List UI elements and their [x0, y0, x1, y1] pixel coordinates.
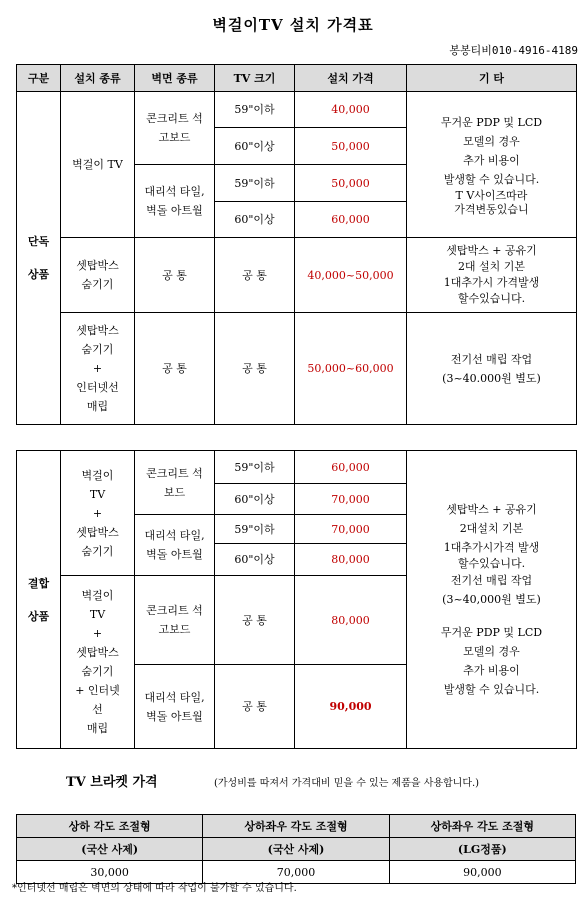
type-line: 벽걸이	[81, 468, 114, 482]
category-label: 상품	[27, 268, 50, 281]
price-cell: 50,000	[295, 128, 407, 165]
single-category	[17, 92, 61, 425]
note-line: 무거운 PDP 및 LCD	[440, 626, 543, 639]
single-wall-tv: 벽걸이 TV	[61, 92, 135, 238]
type-line: 인터넷선	[76, 381, 119, 394]
bracket-subheader: (LG정품)	[389, 838, 575, 861]
size-common: 공 통	[215, 576, 295, 665]
single-product-table	[16, 64, 577, 425]
bracket-header: 상하좌우 각도 조절형	[203, 815, 389, 838]
wall-common: 공 통	[135, 238, 215, 313]
wall-marble: 대리석 타일,벽돌 아트월	[135, 665, 215, 749]
note-settop	[407, 238, 577, 313]
type-line: +	[92, 506, 103, 520]
bracket-price: 90,000	[389, 861, 575, 884]
wall-marble: 대리석 타일,벽돌 아트월	[135, 165, 215, 238]
price-cell: 40,000	[295, 92, 407, 128]
price-cell: 50,000	[295, 165, 407, 202]
price-cell: 60,000	[295, 202, 407, 238]
type-line: 선	[92, 703, 103, 716]
type-line: 숨기기	[81, 544, 114, 558]
note-line: 전기선 매립 작업	[450, 352, 533, 366]
size-common: 공 통	[215, 665, 295, 749]
note-line: 발생할 수 있습니다.	[443, 683, 540, 696]
note-line: 할수있습니다.	[457, 557, 526, 570]
note-line: 모델의 경우	[463, 645, 520, 658]
wall-concrete: 콘크리트 석보드	[135, 451, 215, 515]
combo-type-full	[61, 576, 135, 749]
type-line: +	[92, 627, 103, 640]
note-line: 1대추가시가격 발생	[443, 541, 540, 554]
price-cell: 70,000	[295, 484, 407, 515]
size-common: 공 통	[215, 313, 295, 425]
footnote: *인터넷선 매립은 벽면의 상태에 따라 작업이 불가할 수 있습니다.	[12, 883, 297, 894]
wall-concrete: 콘크리트 석고보드	[135, 576, 215, 665]
combo-type-tv-settop	[61, 451, 135, 576]
note-line: 할수있습니다.	[457, 292, 526, 305]
bracket-title: TV 브라켓 가격	[66, 775, 158, 790]
note-electric	[407, 313, 577, 425]
note-combo	[407, 451, 577, 749]
size-under-59: 59"이하	[215, 165, 295, 202]
price-cell: 70,000	[295, 515, 407, 544]
bracket-header: 상하좌우 각도 조절형	[389, 815, 575, 838]
note-line: 모델의 경우	[463, 134, 520, 148]
type-line: TV	[89, 487, 106, 501]
size-over-60: 60"이상	[215, 544, 295, 576]
price-cell: 60,000	[295, 451, 407, 484]
header-notes: 기 타	[407, 65, 577, 92]
type-line: 매립	[86, 400, 109, 413]
size-over-60: 60"이상	[215, 128, 295, 165]
note-line: 2대 설치 기본	[457, 260, 526, 273]
bracket-price: 30,000	[17, 861, 203, 884]
combo-category	[17, 451, 61, 749]
header-wall-type: 벽면 종류	[135, 65, 215, 92]
price-cell: 80,000	[295, 576, 407, 665]
note-line: 1대추가시 가격발생	[443, 276, 540, 289]
phone-number: 봉봉티비010-4916-4189	[449, 44, 578, 57]
type-line: 숨기기	[81, 665, 114, 678]
category-label: 결합	[27, 576, 50, 590]
note-line: 추가 비용이	[463, 664, 520, 677]
size-over-60: 60"이상	[215, 484, 295, 515]
bracket-subtitle: (가성비를 따져서 가격대비 믿을 수 있는 제품을 사용합니다.)	[214, 778, 480, 789]
type-line: TV	[89, 608, 106, 621]
header-category: 구분	[17, 65, 61, 92]
type-line: +	[92, 362, 103, 375]
type-line: 숨기기	[81, 343, 114, 356]
note-line: 가격변동있습니	[454, 202, 529, 216]
header-tv-size: TV 크기	[215, 65, 295, 92]
wall-concrete: 콘크리트 석고보드	[135, 92, 215, 165]
bracket-subheader: (국산 사제)	[203, 838, 389, 861]
bracket-table	[16, 814, 576, 884]
note-heavy-models	[407, 92, 577, 238]
header-install-type: 설치 종류	[61, 65, 135, 92]
bracket-price: 70,000	[203, 861, 389, 884]
type-line: 매립	[86, 722, 109, 735]
wall-marble: 대리석 타일,벽돌 아트월	[135, 515, 215, 576]
note-line: (3~40,000원 별도)	[442, 593, 541, 606]
note-line: 셋탑박스 + 공유기	[446, 244, 537, 257]
note-line: 셋탑박스 + 공유기	[446, 503, 537, 516]
note-line: (3~40.000원 별도)	[442, 371, 541, 385]
combo-product-table	[16, 450, 577, 749]
price-cell: 90,000	[295, 665, 407, 749]
page-title: 벽걸이TV 설치 가격표	[212, 16, 374, 34]
settop-hide: 셋탑박스 숨기기	[61, 238, 135, 313]
category-label: 상품	[27, 609, 50, 623]
type-line: + 인터넷	[75, 684, 120, 697]
size-common: 공 통	[215, 238, 295, 313]
settop-internet	[61, 313, 135, 425]
note-line: 2대설치 기본	[459, 522, 524, 535]
note-line: 무거운 PDP 및 LCD	[440, 115, 543, 129]
type-line: 벽걸이	[81, 589, 114, 602]
category-label: 단독	[27, 235, 50, 248]
size-under-59: 59"이하	[215, 451, 295, 484]
wall-common: 공 통	[135, 313, 215, 425]
type-line: 셋탑박스	[76, 324, 119, 337]
bracket-subheader: (국산 사제)	[17, 838, 203, 861]
size-over-60: 60"이상	[215, 202, 295, 238]
size-under-59: 59"이하	[215, 92, 295, 128]
note-line: T V사이즈따라	[455, 188, 528, 202]
type-line: 셋탑박스	[76, 646, 119, 659]
price-cell: 40,000~50,000	[295, 238, 407, 313]
bracket-header: 상하 각도 조절형	[17, 815, 203, 838]
price-cell: 80,000	[295, 544, 407, 576]
note-line: 발생할 수 있습니다.	[443, 172, 540, 186]
header-price: 설치 가격	[295, 65, 407, 92]
price-cell: 50,000~60,000	[295, 313, 407, 425]
note-line: 추가 비용이	[463, 153, 520, 167]
size-under-59: 59"이하	[215, 515, 295, 544]
type-line: 셋탑박스	[76, 525, 119, 539]
note-line: 전기선 매립 작업	[450, 574, 533, 587]
